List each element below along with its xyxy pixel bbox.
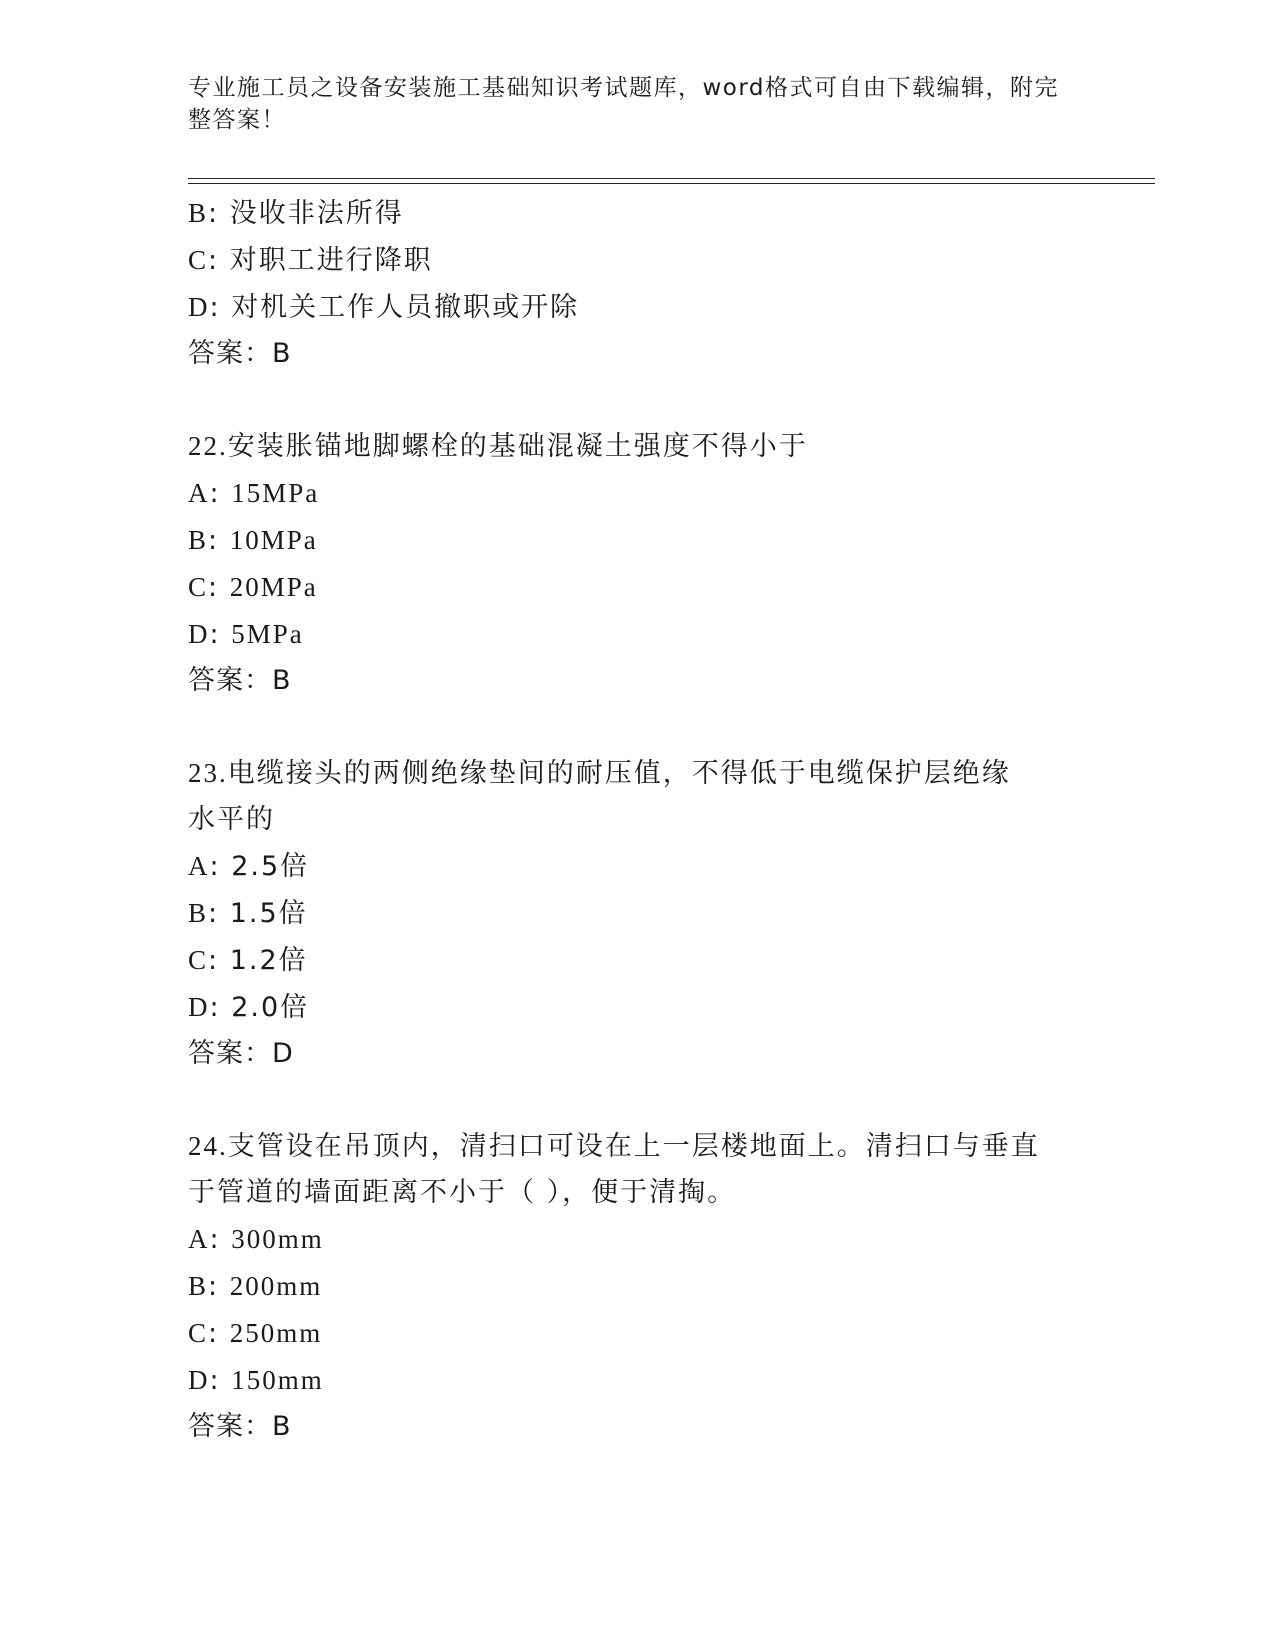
option-b: B: 10MPa <box>188 525 318 556</box>
page-header: 专业施工员之设备安装施工基础知识考试题库，word格式可自由下载编辑，附完整答案！ <box>188 75 1060 133</box>
option-a: A: 2.5倍 <box>188 851 310 882</box>
option-b: B: 没收非法所得 <box>188 198 404 229</box>
answer-line: 答案：B <box>188 338 292 369</box>
option-c: C: 对职工进行降职 <box>188 245 433 276</box>
option-c: C: 20MPa <box>188 572 318 603</box>
answer-line: 答案：B <box>188 665 292 696</box>
question-21-continuation <box>188 190 1088 377</box>
option-a: A: 15MPa <box>188 478 320 509</box>
option-b: B: 1.5倍 <box>188 898 308 929</box>
question-list <box>188 190 1088 1450</box>
option-a: A: 300mm <box>188 1224 324 1255</box>
header-divider-top <box>188 178 1155 179</box>
option-d: D: 150mm <box>188 1365 324 1396</box>
question-stem: 24.支管设在吊顶内，清扫口可设在上一层楼地面上。清扫口与垂直于管道的墙面距离不小于（ ），便于清掏。 <box>188 1131 1040 1208</box>
option-c: C: 250mm <box>188 1318 323 1349</box>
option-b: B: 200mm <box>188 1271 323 1302</box>
option-d: D: 对机关工作人员撤职或开除 <box>188 292 580 323</box>
question-stem: 22.安装胀锚地脚螺栓的基础混凝土强度不得小于 <box>188 431 808 462</box>
header-divider-bottom <box>188 183 1155 184</box>
answer-line: 答案：D <box>188 1038 294 1069</box>
option-c: C: 1.2倍 <box>188 945 308 976</box>
answer-line: 答案：B <box>188 1411 292 1442</box>
option-d: D: 5MPa <box>188 619 304 650</box>
question-stem: 23.电缆接头的两侧绝缘垫间的耐压值，不得低于电缆保护层绝缘水平的 <box>188 758 1011 835</box>
question-24 <box>188 1123 1088 1450</box>
question-23 <box>188 750 1088 1077</box>
option-d: D: 2.0倍 <box>188 992 310 1023</box>
question-22 <box>188 423 1088 704</box>
